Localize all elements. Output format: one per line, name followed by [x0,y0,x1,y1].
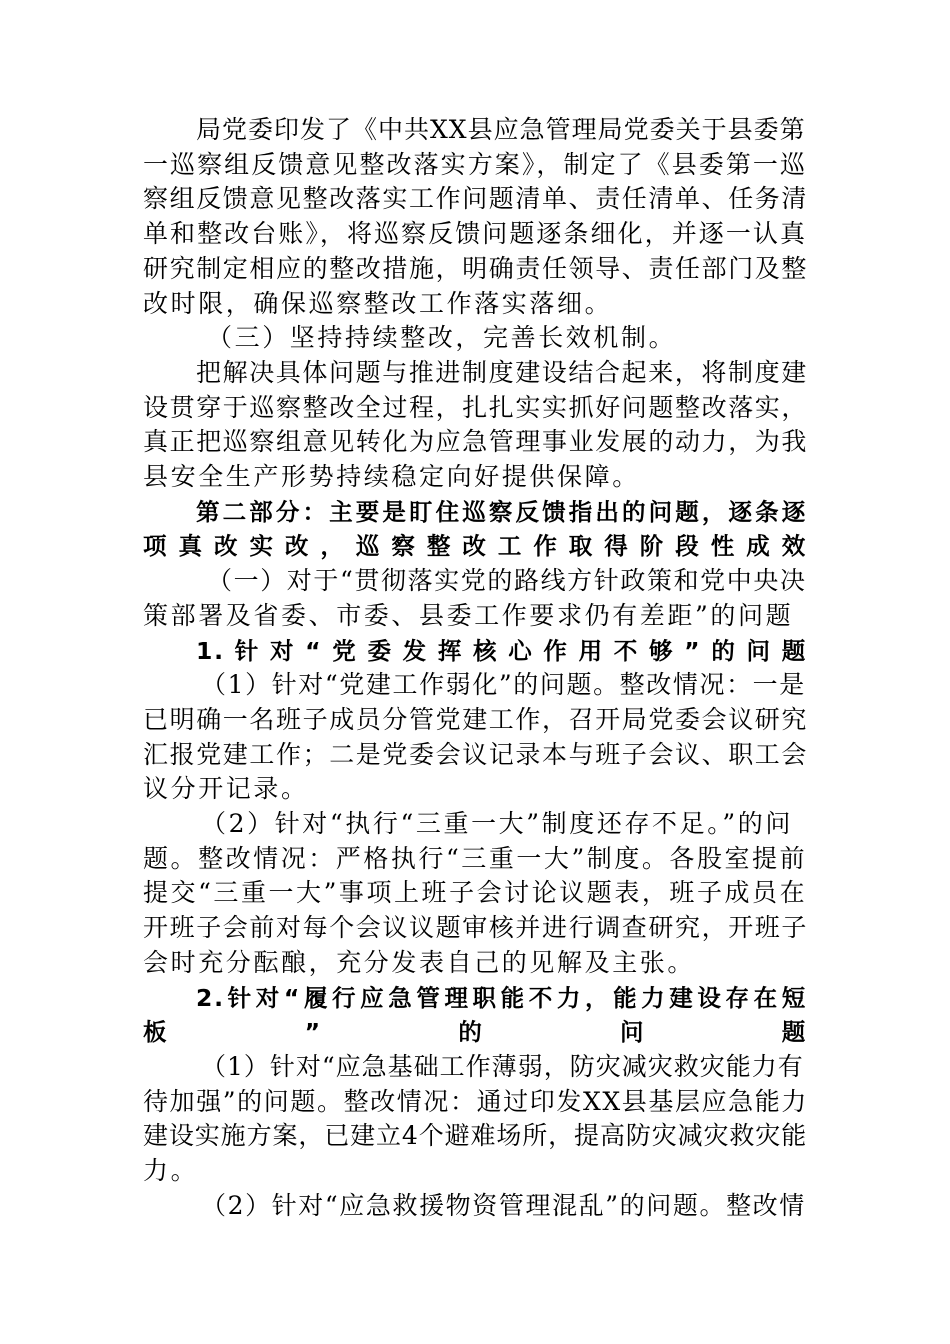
text-line: 设贯穿于巡察整改全过程，扎扎实实抓好问题整改落实， [143,392,809,422]
text-line: 汇报党建工作；二是党委会议记录本与班子会议、职工会 [143,739,809,769]
text-line: 把解决具体问题与推进制度建设结合起来，将制度建 [196,357,808,387]
heading-line: 1.针对“党委发挥核心作用不够”的问题 [196,636,807,665]
text-line: 开班子会前对每个会议议题审核并进行调查研究，开班子 [143,913,809,943]
text-line: 察组反馈意见整改落实工作问题清单、责任清单、任务清 [143,184,809,214]
text-line: 力。 [143,1156,199,1186]
text-line: 已明确一名班子成员分管党建工作，召开局党委会议研究 [143,704,809,734]
heading-line: 第二部分：主要是盯住巡察反馈指出的问题，逐条逐 [196,497,807,526]
document-page [143,113,807,1224]
text-line: （2）针对“执行“三重一大”制度还存不足。”的问 [201,809,793,839]
heading-line: 板”的问题 [143,1018,807,1047]
text-line: 真正把巡察组意见转化为应急管理事业发展的动力，为我 [143,427,809,457]
text-line: （1）针对“应急基础工作薄弱，防灾减灾救灾能力有 [201,1051,804,1081]
heading-line: 2.针对“履行应急管理职能不力，能力建设存在短 [196,983,807,1012]
text-line: 议分开记录。 [143,774,309,804]
text-line: 研究制定相应的整改措施，明确责任领导、责任部门及整 [143,253,809,283]
text-line: 县安全生产形势持续稳定向好提供保障。 [143,462,640,492]
text-line: （2）针对“应急救援物资管理混乱”的问题。整改情 [201,1190,806,1220]
text-line: 一巡察组反馈意见整改落实方案》，制定了《县委第一巡 [143,149,807,179]
text-line: 策部署及省委、市委、县委工作要求仍有差距”的问题 [143,600,794,630]
text-line: 待加强”的问题。整改情况：通过印发XX县基层应急能力 [143,1086,808,1116]
text-line: 改时限，确保巡察整改工作落实落细。 [143,288,613,318]
text-line: （一）对于“贯彻落实党的路线方针政策和党中央决 [207,566,807,596]
text-line: 题。整改情况：严格执行“三重一大”制度。各股室提前 [143,843,807,873]
text-line: 局党委印发了《中共XX县应急管理局党委关于县委第 [196,115,806,144]
text-line: 建设实施方案，已建立4个避难场所，提高防灾减灾救灾能 [143,1121,807,1151]
heading-line: 项真改实改，巡察整改工作取得阶段性成效 [143,532,807,561]
text-line: （三）坚持持续整改，完善长效机制。 [207,323,677,353]
text-line: （1）针对“党建工作弱化”的问题。整改情况：一是 [201,670,806,700]
text-line: 会时充分酝酿，充分发表自己的见解及主张。 [143,947,696,977]
text-line: 单和整改台账》，将巡察反馈问题逐条细化，并逐一认真 [143,219,807,249]
text-line: 提交“三重一大”事项上班子会讨论议题表，班子成员在 [143,878,807,908]
